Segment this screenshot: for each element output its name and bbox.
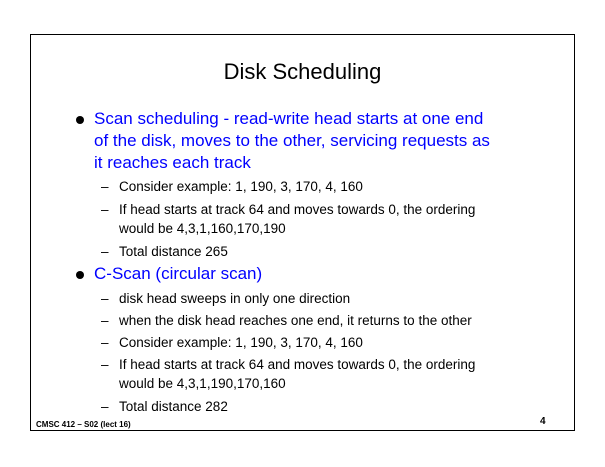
bullet-cscan-line-1: C-Scan (circular scan) [94, 264, 263, 283]
dash-bullet: – [101, 291, 109, 306]
sub-item-text: If head starts at track 64 and moves towards 0, the ordering [119, 357, 476, 372]
slide-title: Disk Scheduling [223, 59, 382, 84]
bullet-dot-icon [76, 116, 84, 124]
sub-item-text: when the disk head reaches one end, it returns to the other [119, 313, 472, 328]
sub-item-text: If head starts at track 64 and moves towards 0, the ordering [119, 202, 476, 217]
sub-item-text: Total distance 282 [119, 399, 228, 414]
bullet-scan-line-1: Scan scheduling - read-write head starts at one end [94, 109, 484, 128]
dash-bullet: – [101, 179, 109, 194]
dash-bullet: – [101, 399, 109, 414]
bullet-scan-line-2: of the disk, moves to the other, servicing requests as [94, 131, 490, 150]
bullet-scan-line-3: it reaches each track [94, 153, 251, 172]
dash-bullet: – [101, 313, 109, 328]
sub-item-text: Consider example: 1, 190, 3, 170, 4, 160 [119, 335, 363, 350]
sub-item-text: would be 4,3,1,160,170,190 [119, 221, 286, 236]
footer-course-label: CMSC 412 – S02 (lect 16) [36, 420, 131, 429]
dash-bullet: – [101, 244, 109, 259]
page-number: 4 [540, 416, 546, 427]
dash-bullet: – [101, 202, 109, 217]
dash-bullet: – [101, 357, 109, 372]
sub-item-text: Consider example: 1, 190, 3, 170, 4, 160 [119, 179, 363, 194]
sub-item-text: Total distance 265 [119, 244, 228, 259]
dash-bullet: – [101, 335, 109, 350]
bullet-dot-icon [76, 271, 84, 279]
sub-item-text: would be 4,3,1,190,170,160 [119, 376, 286, 391]
sub-item-text: disk head sweeps in only one direction [119, 291, 351, 306]
